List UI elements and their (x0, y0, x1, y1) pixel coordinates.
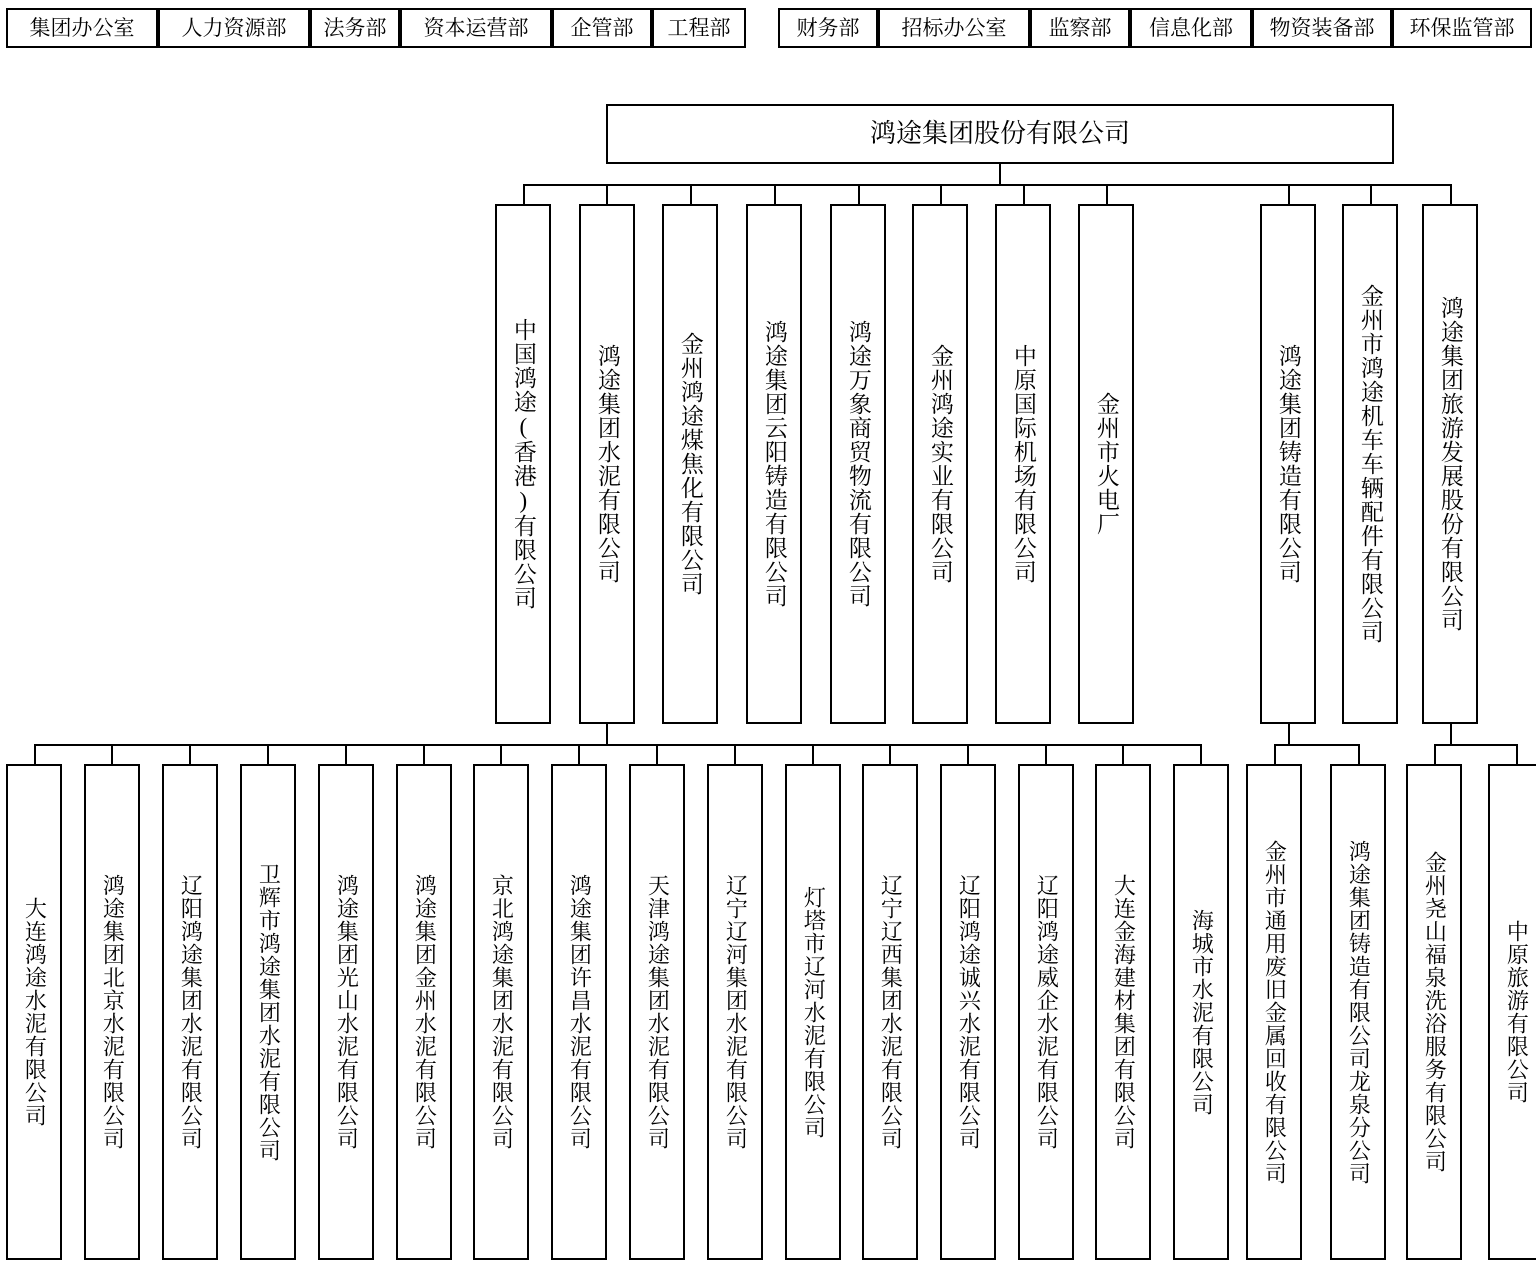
subsidiary-box[interactable]: 鸿途集团铸造有限公司 (1260, 204, 1316, 724)
sub-subsidiary-box[interactable]: 鸿途集团铸造有限公司龙泉分公司 (1330, 764, 1386, 1260)
connector-drop (774, 184, 776, 204)
subsidiary-box[interactable]: 鸿途集团旅游发展股份有限公司 (1422, 204, 1478, 724)
connector-drop (940, 184, 942, 204)
department-box[interactable]: 环保监管部 (1392, 8, 1532, 48)
sub-subsidiary-box[interactable]: 辽宁辽西集团水泥有限公司 (862, 764, 918, 1260)
sub-subsidiary-box[interactable]: 辽宁辽河集团水泥有限公司 (707, 764, 763, 1260)
subsidiary-box[interactable]: 鸿途集团云阳铸造有限公司 (746, 204, 802, 724)
connector-drop (1450, 184, 1452, 204)
subsidiary-box[interactable]: 金州鸿途煤焦化有限公司 (662, 204, 718, 724)
connector-drop (1200, 744, 1202, 764)
department-box[interactable]: 人力资源部 (158, 8, 310, 48)
sub-subsidiary-box[interactable]: 大连鸿途水泥有限公司 (6, 764, 62, 1260)
connector-drop (812, 744, 814, 764)
connector-drop (656, 744, 658, 764)
connector-drop (34, 744, 36, 764)
sub-subsidiary-box[interactable]: 鸿途集团金州水泥有限公司 (396, 764, 452, 1260)
connector-drop (1288, 184, 1290, 204)
connector-drop (111, 744, 113, 764)
sub-subsidiary-box[interactable]: 大连金海建材集团有限公司 (1095, 764, 1151, 1260)
subsidiary-box[interactable]: 中国鸿途(香港)有限公司 (495, 204, 551, 724)
connector-drop (606, 184, 608, 204)
sub-subsidiary-box[interactable]: 天津鸿途集团水泥有限公司 (629, 764, 685, 1260)
department-box[interactable]: 招标办公室 (878, 8, 1030, 48)
sub-subsidiary-box[interactable]: 金州尧山福泉洗浴服务有限公司 (1406, 764, 1462, 1260)
connector-drop (1274, 744, 1276, 764)
connector-drop (690, 184, 692, 204)
connector-level2-bus (523, 184, 1450, 186)
subsidiary-box[interactable]: 金州市鸿途机车车辆配件有限公司 (1342, 204, 1398, 724)
connector-drop (1370, 184, 1372, 204)
connector-drop (423, 744, 425, 764)
subsidiary-box[interactable]: 鸿途集团水泥有限公司 (579, 204, 635, 724)
connector-drop (1122, 744, 1124, 764)
connector-level3-bus-tourism (1434, 744, 1518, 746)
sub-subsidiary-box[interactable]: 辽阳鸿途威企水泥有限公司 (1018, 764, 1074, 1260)
department-box[interactable]: 财务部 (778, 8, 878, 48)
connector-stem-tourism (1450, 724, 1452, 744)
connector-drop (345, 744, 347, 764)
sub-subsidiary-box[interactable]: 中原旅游有限公司 (1488, 764, 1536, 1260)
department-box[interactable]: 集团办公室 (6, 8, 158, 48)
department-box[interactable]: 监察部 (1030, 8, 1130, 48)
connector-stem-casting (1288, 724, 1290, 744)
connector-drop (1358, 744, 1360, 764)
sub-subsidiary-box[interactable]: 鸿途集团许昌水泥有限公司 (551, 764, 607, 1260)
connector-drop (500, 744, 502, 764)
sub-subsidiary-box[interactable]: 卫辉市鸿途集团水泥有限公司 (240, 764, 296, 1260)
department-box[interactable]: 信息化部 (1130, 8, 1252, 48)
department-box[interactable]: 工程部 (652, 8, 746, 48)
connector-drop (889, 744, 891, 764)
root-company-box[interactable]: 鸿途集团股份有限公司 (606, 104, 1394, 164)
connector-drop (1023, 184, 1025, 204)
connector-drop (1434, 744, 1436, 764)
connector-drop (858, 184, 860, 204)
sub-subsidiary-box[interactable]: 灯塔市辽河水泥有限公司 (785, 764, 841, 1260)
connector-drop (1045, 744, 1047, 764)
sub-subsidiary-box[interactable]: 京北鸿途集团水泥有限公司 (473, 764, 529, 1260)
department-box[interactable]: 企管部 (552, 8, 652, 48)
connector-drop (578, 744, 580, 764)
connector-drop (267, 744, 269, 764)
sub-subsidiary-box[interactable]: 辽阳鸿途诚兴水泥有限公司 (940, 764, 996, 1260)
subsidiary-box[interactable]: 鸿途万象商贸物流有限公司 (830, 204, 886, 724)
sub-subsidiary-box[interactable]: 金州市通用废旧金属回收有限公司 (1246, 764, 1302, 1260)
sub-subsidiary-box[interactable]: 鸿途集团北京水泥有限公司 (84, 764, 140, 1260)
connector-drop (189, 744, 191, 764)
connector-level3-bus-casting (1274, 744, 1360, 746)
sub-subsidiary-box[interactable]: 鸿途集团光山水泥有限公司 (318, 764, 374, 1260)
department-box[interactable]: 物资装备部 (1252, 8, 1392, 48)
subsidiary-box[interactable]: 金州市火电厂 (1078, 204, 1134, 724)
connector-drop (1516, 744, 1518, 764)
connector-level3-bus-left (34, 744, 1200, 746)
department-box[interactable]: 资本运营部 (400, 8, 552, 48)
subsidiary-box[interactable]: 中原国际机场有限公司 (995, 204, 1051, 724)
sub-subsidiary-box[interactable]: 海城市水泥有限公司 (1173, 764, 1229, 1260)
connector-drop (967, 744, 969, 764)
sub-subsidiary-box[interactable]: 辽阳鸿途集团水泥有限公司 (162, 764, 218, 1260)
department-box[interactable]: 法务部 (310, 8, 400, 48)
connector-stem-cement (606, 724, 608, 744)
connector-drop (523, 184, 525, 204)
connector-drop (734, 744, 736, 764)
connector-root-stem (999, 164, 1001, 184)
connector-drop (1106, 184, 1108, 204)
subsidiary-box[interactable]: 金州鸿途实业有限公司 (912, 204, 968, 724)
